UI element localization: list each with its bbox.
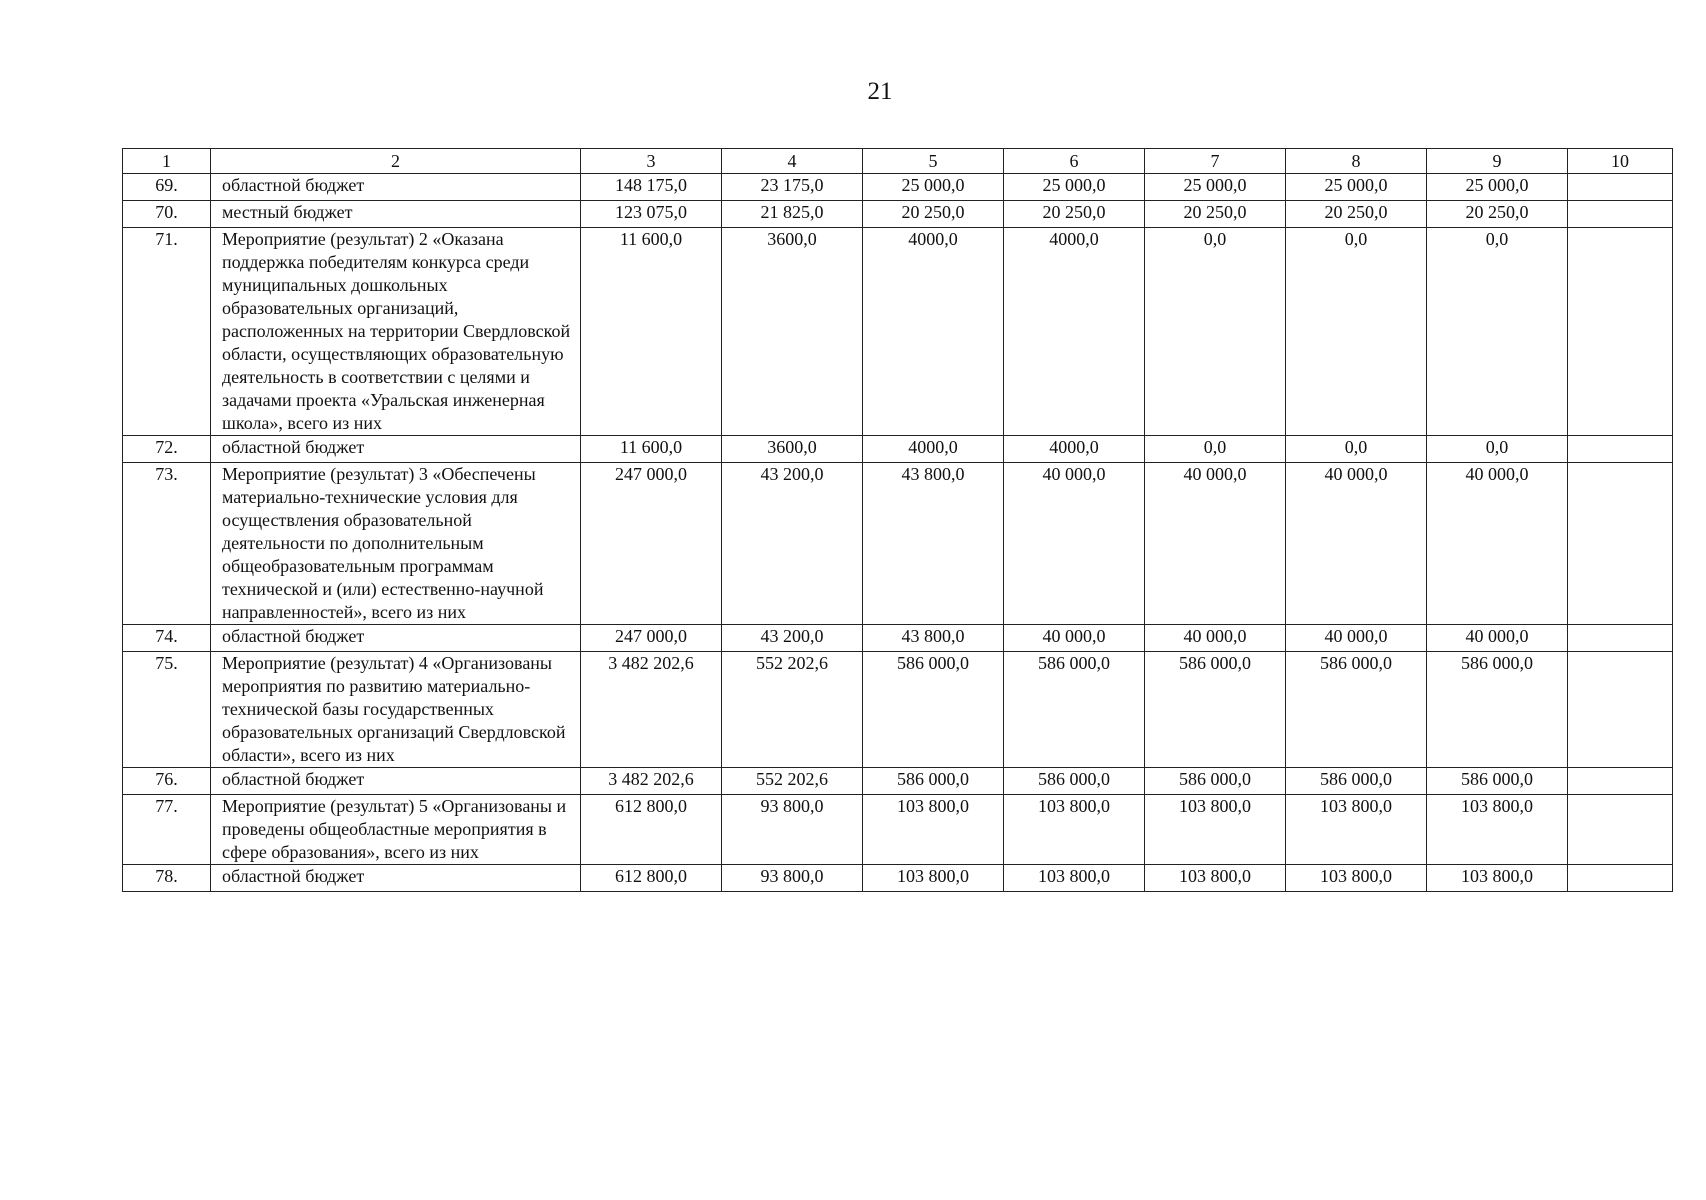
- value-cell-col-8: 25 000,0: [1286, 174, 1427, 201]
- value-cell-col-9: 103 800,0: [1427, 865, 1568, 892]
- value-cell-col-9: 103 800,0: [1427, 795, 1568, 865]
- value-cell-col-5: 103 800,0: [863, 795, 1004, 865]
- column-header: 5: [863, 149, 1004, 174]
- value-cell-col-4: 93 800,0: [722, 795, 863, 865]
- row-description: Мероприятие (результат) 5 «Организованы и проведены общеобластные мероприятия в сфере образования», всего из них: [211, 795, 581, 865]
- row-number: 74.: [123, 625, 211, 652]
- column-header: 3: [581, 149, 722, 174]
- table-row: [123, 625, 1673, 652]
- row-number: 77.: [123, 795, 211, 865]
- row-description: Мероприятие (результат) 2 «Оказана поддержка победителям конкурса среди муниципальных дошкольных образовательных организаций, расположенных на территории Свердловской области, осуществляющих образовательную деятельность в соответствии с целями и задачами проекта «Уральская инженерная школа», всего из них: [211, 228, 581, 436]
- table-row: [123, 652, 1673, 768]
- value-cell-col-10: [1568, 795, 1673, 865]
- value-cell-col-7: 103 800,0: [1145, 795, 1286, 865]
- value-cell-col-4: 3600,0: [722, 228, 863, 436]
- value-cell-col-5: 586 000,0: [863, 768, 1004, 795]
- value-cell-col-9: 40 000,0: [1427, 463, 1568, 625]
- column-header: 6: [1004, 149, 1145, 174]
- value-cell-col-7: 586 000,0: [1145, 768, 1286, 795]
- table-row: [123, 174, 1673, 201]
- value-cell-col-4: 552 202,6: [722, 768, 863, 795]
- row-description: областной бюджет: [211, 625, 581, 652]
- row-number: 71.: [123, 228, 211, 436]
- row-description: Мероприятие (результат) 3 «Обеспечены материально-технические условия для осуществления образовательной деятельности по дополнительным общеобразовательным программам технической и (или) естественно-научной направленностей», всего из них: [211, 463, 581, 625]
- value-cell-col-6: 40 000,0: [1004, 463, 1145, 625]
- value-cell-col-3: 3 482 202,6: [581, 768, 722, 795]
- value-cell-col-9: 20 250,0: [1427, 201, 1568, 228]
- value-cell-col-9: 586 000,0: [1427, 652, 1568, 768]
- value-cell-col-10: [1568, 865, 1673, 892]
- value-cell-col-10: [1568, 228, 1673, 436]
- value-cell-col-7: 40 000,0: [1145, 625, 1286, 652]
- value-cell-col-9: 0,0: [1427, 436, 1568, 463]
- value-cell-col-4: 3600,0: [722, 436, 863, 463]
- row-number: 69.: [123, 174, 211, 201]
- value-cell-col-10: [1568, 201, 1673, 228]
- column-header: 9: [1427, 149, 1568, 174]
- value-cell-col-3: 11 600,0: [581, 436, 722, 463]
- table-row: [123, 436, 1673, 463]
- value-cell-col-5: 20 250,0: [863, 201, 1004, 228]
- row-description: местный бюджет: [211, 201, 581, 228]
- column-header: 1: [123, 149, 211, 174]
- budget-table: [122, 148, 1673, 892]
- table-row: [123, 795, 1673, 865]
- value-cell-col-8: 40 000,0: [1286, 625, 1427, 652]
- page-number: 21: [867, 78, 893, 105]
- value-cell-col-3: 148 175,0: [581, 174, 722, 201]
- value-cell-col-4: 552 202,6: [722, 652, 863, 768]
- value-cell-col-8: 0,0: [1286, 436, 1427, 463]
- column-header: 7: [1145, 149, 1286, 174]
- value-cell-col-4: 93 800,0: [722, 865, 863, 892]
- row-description: областной бюджет: [211, 436, 581, 463]
- value-cell-col-9: 25 000,0: [1427, 174, 1568, 201]
- column-header: 10: [1568, 149, 1673, 174]
- value-cell-col-3: 247 000,0: [581, 625, 722, 652]
- table-row: [123, 768, 1673, 795]
- value-cell-col-7: 0,0: [1145, 228, 1286, 436]
- value-cell-col-3: 11 600,0: [581, 228, 722, 436]
- value-cell-col-9: 40 000,0: [1427, 625, 1568, 652]
- column-header: 2: [211, 149, 581, 174]
- value-cell-col-10: [1568, 463, 1673, 625]
- table-row: [123, 463, 1673, 625]
- value-cell-col-5: 25 000,0: [863, 174, 1004, 201]
- column-header: 8: [1286, 149, 1427, 174]
- row-description: областной бюджет: [211, 768, 581, 795]
- value-cell-col-6: 103 800,0: [1004, 865, 1145, 892]
- value-cell-col-8: 586 000,0: [1286, 652, 1427, 768]
- value-cell-col-9: 0,0: [1427, 228, 1568, 436]
- value-cell-col-5: 43 800,0: [863, 625, 1004, 652]
- value-cell-col-8: 40 000,0: [1286, 463, 1427, 625]
- value-cell-col-8: 586 000,0: [1286, 768, 1427, 795]
- value-cell-col-10: [1568, 436, 1673, 463]
- column-header: 4: [722, 149, 863, 174]
- value-cell-col-7: 20 250,0: [1145, 201, 1286, 228]
- value-cell-col-3: 612 800,0: [581, 865, 722, 892]
- value-cell-col-7: 586 000,0: [1145, 652, 1286, 768]
- value-cell-col-6: 4000,0: [1004, 228, 1145, 436]
- value-cell-col-5: 43 800,0: [863, 463, 1004, 625]
- value-cell-col-3: 123 075,0: [581, 201, 722, 228]
- value-cell-col-8: 0,0: [1286, 228, 1427, 436]
- value-cell-col-8: 103 800,0: [1286, 865, 1427, 892]
- table-row: [123, 865, 1673, 892]
- value-cell-col-8: 20 250,0: [1286, 201, 1427, 228]
- row-number: 72.: [123, 436, 211, 463]
- row-description: областной бюджет: [211, 865, 581, 892]
- value-cell-col-6: 40 000,0: [1004, 625, 1145, 652]
- value-cell-col-5: 4000,0: [863, 228, 1004, 436]
- value-cell-col-10: [1568, 652, 1673, 768]
- value-cell-col-5: 4000,0: [863, 436, 1004, 463]
- table-row: [123, 201, 1673, 228]
- value-cell-col-10: [1568, 625, 1673, 652]
- value-cell-col-5: 103 800,0: [863, 865, 1004, 892]
- value-cell-col-7: 103 800,0: [1145, 865, 1286, 892]
- value-cell-col-4: 43 200,0: [722, 625, 863, 652]
- row-number: 78.: [123, 865, 211, 892]
- value-cell-col-6: 20 250,0: [1004, 201, 1145, 228]
- row-description: областной бюджет: [211, 174, 581, 201]
- value-cell-col-7: 25 000,0: [1145, 174, 1286, 201]
- value-cell-col-9: 586 000,0: [1427, 768, 1568, 795]
- value-cell-col-6: 4000,0: [1004, 436, 1145, 463]
- value-cell-col-10: [1568, 768, 1673, 795]
- value-cell-col-3: 3 482 202,6: [581, 652, 722, 768]
- value-cell-col-4: 23 175,0: [722, 174, 863, 201]
- value-cell-col-8: 103 800,0: [1286, 795, 1427, 865]
- value-cell-col-6: 586 000,0: [1004, 768, 1145, 795]
- table-row: [123, 228, 1673, 436]
- table-header-row: [123, 149, 1673, 174]
- value-cell-col-3: 247 000,0: [581, 463, 722, 625]
- value-cell-col-5: 586 000,0: [863, 652, 1004, 768]
- value-cell-col-4: 43 200,0: [722, 463, 863, 625]
- value-cell-col-3: 612 800,0: [581, 795, 722, 865]
- row-number: 76.: [123, 768, 211, 795]
- value-cell-col-6: 586 000,0: [1004, 652, 1145, 768]
- value-cell-col-7: 0,0: [1145, 436, 1286, 463]
- value-cell-col-6: 103 800,0: [1004, 795, 1145, 865]
- row-number: 70.: [123, 201, 211, 228]
- row-description: Мероприятие (результат) 4 «Организованы мероприятия по развитию материально-технической базы государственных образовательных организаций Свердловской области», всего из них: [211, 652, 581, 768]
- row-number: 73.: [123, 463, 211, 625]
- value-cell-col-6: 25 000,0: [1004, 174, 1145, 201]
- row-number: 75.: [123, 652, 211, 768]
- value-cell-col-4: 21 825,0: [722, 201, 863, 228]
- value-cell-col-7: 40 000,0: [1145, 463, 1286, 625]
- value-cell-col-10: [1568, 174, 1673, 201]
